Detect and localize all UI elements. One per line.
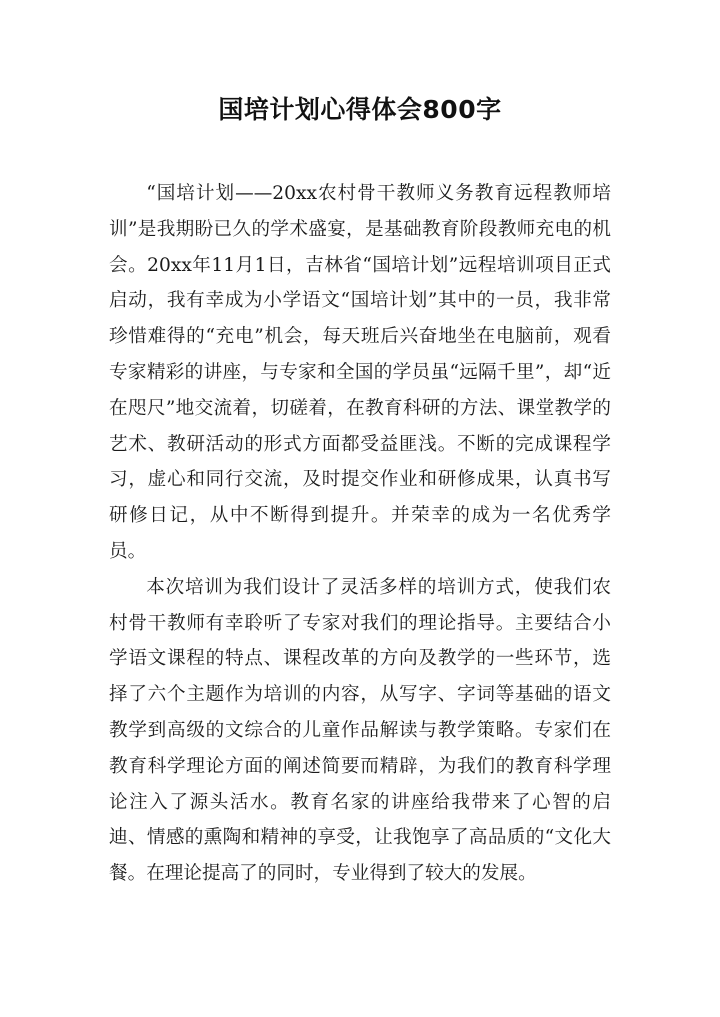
paragraph-1: “国培计划——20xx农村骨干教师义务教育远程教师培训”是我期盼已久的学术盛宴，是基础教育阶段教师充电的机会。20xx年11月1日，吉林省“国培计划”远程培训项目正式启动，我有幸成为小学语文“国培计划”其中的一员，我非常珍惜难得的“充电”机会，每天班后兴奋地坐在电脑前，观看专家精彩的讲座，与专家和全国的学员虽“远隔千里”，却“近在咫尺”地交流着，切磋着，在教育科研的方法、课堂教学的艺术、教研活动的形式方面都受益匪浅。不断的完成课程学习，虚心和同行交流，及时提交作业和研修成果，认真书写研修日记，从中不断得到提升。并荣幸的成为一名优秀学员。 xyxy=(109,183,611,562)
document-body xyxy=(109,176,611,892)
document-title: 国培计划心得体会800字 xyxy=(218,95,502,124)
paragraph-2: 本次培训为我们设计了灵活多样的培训方式，使我们农村骨干教师有幸聆听了专家对我们的理论指导。主要结合小学语文课程的特点、课程改革的方向及教学的一些环节，选择了六个主题作为培训的内容，从写字、字词等基础的语文教学到高级的文综合的儿童作品解读与教学策略。专家们在教育科学理论方面的阐述简要而精辟，为我们的教育科学理论注入了源头活水。教育名家的讲座给我带来了心智的启迪、情感的熏陶和精神的享受，让我饱享了高品质的“文化大餐。在理论提高了的同时，专业得到了较大的发展。 xyxy=(109,576,611,885)
